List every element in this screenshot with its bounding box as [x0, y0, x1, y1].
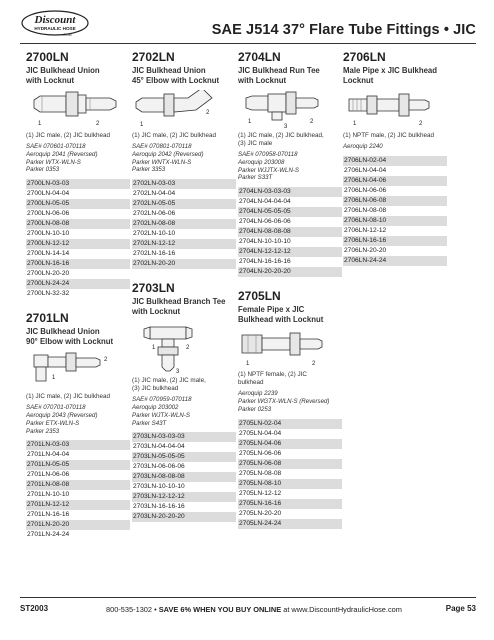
part-description: (1) JIC male, (2) JIC bulkhead	[132, 132, 216, 139]
list-item: 2705LN-16-16	[238, 499, 342, 509]
discount-hydraulic-hose-logo	[20, 8, 90, 40]
list-item: 2700LN-08-08	[26, 219, 130, 229]
part-number: 2702LN	[132, 50, 175, 64]
list-item: 2706LN-16-16	[343, 236, 447, 246]
page-number: Page 53	[445, 604, 476, 613]
list-item: 2706LN-04-04	[344, 166, 387, 174]
port-label-2: 2	[310, 119, 314, 125]
list-item: 2701LN-03-03	[26, 440, 130, 450]
desc-line: bulkhead	[238, 379, 264, 387]
part-name-line2: Locknut	[343, 76, 374, 85]
fitting-2700ln-drawing	[26, 90, 126, 130]
part-number-list	[343, 156, 447, 266]
footer-divider	[20, 597, 476, 598]
list-item: 2705LN-06-06	[239, 449, 282, 457]
part-number-list	[132, 432, 236, 522]
catalog-code: ST2003	[20, 604, 49, 613]
xref-line: Parker 2353	[26, 427, 60, 435]
port-label-3: 3	[176, 369, 180, 376]
part-2704ln	[238, 50, 342, 277]
list-item: 2703LN-20-20-20	[132, 512, 236, 522]
list-item: 2700LN-03-03	[26, 179, 130, 189]
fitting-2703ln-drawing	[132, 321, 232, 375]
part-name-line2: 90° Elbow with Locknut	[26, 337, 114, 347]
port-label-2: 2	[96, 121, 100, 127]
list-item: 2703LN-06-06-06	[133, 463, 185, 471]
list-item: 2704LN-12-12-12	[238, 247, 342, 257]
part-2705ln	[238, 289, 342, 528]
part-name-line2: Bulkhead with Locknut	[238, 315, 324, 325]
port-label-1: 1	[152, 345, 156, 352]
list-item: 2700LN-14-14	[27, 250, 70, 258]
list-item: 2705LN-08-08	[239, 469, 282, 477]
part-name-line1: JIC Bulkhead Branch Tee	[132, 297, 226, 307]
xref-line: Aeroquip 2240	[343, 143, 383, 150]
list-item: 2700LN-20-20	[27, 270, 70, 278]
list-item: 2706LN-08-10	[343, 216, 447, 226]
column-3	[238, 50, 342, 529]
part-number: 2700LN	[26, 50, 69, 64]
cross-reference	[132, 396, 236, 427]
page-title: SAE J514 37° Flare Tube Fittings • JIC	[211, 22, 476, 38]
xref-line: Aeroquip 2042 (Reversed)	[132, 150, 204, 158]
cross-reference	[238, 151, 342, 182]
list-item: 2704LN-20-20-20	[238, 267, 342, 277]
xref-line: SAE# 070601-070118	[26, 143, 86, 150]
promo-text: SAVE 6% WHEN YOU BUY ONLINE	[158, 605, 282, 614]
part-name-line1: Male Pipe x JIC Bulkhead	[343, 66, 438, 75]
list-item: 2703LN-04-04-04	[133, 443, 185, 451]
port-label-2: 2	[104, 357, 108, 364]
cross-reference	[26, 143, 130, 174]
list-item: 2705LN-04-04	[239, 429, 282, 437]
desc-line: (1) NPTF female, (2) JIC	[238, 371, 307, 379]
port-label-1: 1	[38, 121, 42, 127]
list-item: 2703LN-03-03-03	[132, 432, 236, 442]
part-number-list	[26, 440, 130, 540]
xref-line: Parker WGTX-WLN-S (Reversed)	[238, 397, 330, 405]
list-item: 2702LN-05-05	[132, 199, 236, 209]
list-item: 2703LN-08-08-08	[132, 472, 236, 482]
list-item: 2704LN-10-10-10	[239, 238, 291, 246]
part-description: (1) JIC male, (2) JIC bulkhead	[26, 132, 110, 139]
list-item: 2700LN-04-04	[27, 190, 70, 198]
website-link[interactable]: at www.DiscountHydraulicHose.com	[283, 605, 402, 614]
fitting-2702ln-drawing	[132, 90, 232, 130]
list-item: 2702LN-06-06	[133, 210, 176, 218]
part-number-list	[238, 187, 342, 277]
list-item: 2703LN-05-05-05	[132, 452, 236, 462]
xref-line: Aeroquip 2043 (Reversed)	[26, 411, 98, 419]
xref-line: Parker 0253	[238, 405, 272, 413]
list-item: 2703LN-16-16-16	[133, 503, 185, 511]
list-item: 2700LN-06-06	[27, 210, 70, 218]
list-item: 2704LN-04-04-04	[239, 198, 291, 206]
list-item: 2705LN-02-04	[238, 419, 342, 429]
list-item: 2706LN-12-12	[344, 226, 387, 234]
list-item: 2706LN-24-24	[343, 256, 447, 266]
xref-line: SAE# 070958-070118	[238, 151, 298, 158]
xref-line: Aeroquip 2239	[238, 390, 278, 398]
list-item: 2702LN-04-04	[133, 190, 176, 198]
part-number: 2704LN	[238, 50, 281, 64]
list-item: 2702LN-03-03	[132, 179, 236, 189]
part-name-line1: JIC Bulkhead Union	[26, 66, 100, 75]
port-label-1: 1	[140, 122, 144, 128]
part-name-line1: JIC Bulkhead Run Tee	[238, 66, 320, 75]
part-2700ln	[26, 50, 130, 299]
part-name-line2: 45° Elbow with Locknut	[132, 76, 220, 85]
desc-line: (3) JIC male	[238, 140, 273, 147]
list-item: 2706LN-08-08	[344, 206, 387, 214]
part-2703ln	[132, 281, 236, 522]
part-description	[238, 132, 342, 148]
port-label-3: 3	[284, 124, 288, 130]
xref-line: Parker S43T	[132, 419, 167, 427]
part-description	[238, 371, 342, 387]
port-label-1: 1	[353, 121, 357, 127]
list-item: 2701LN-05-05	[26, 460, 130, 470]
list-item: 2701LN-06-06	[27, 471, 70, 479]
list-item: 2700LN-16-16	[26, 259, 130, 269]
port-label-2: 2	[312, 361, 316, 368]
list-item: 2706LN-20-20	[344, 246, 387, 254]
part-number-list	[132, 179, 236, 269]
xref-line: Parker WJJTX-WLN-S	[238, 166, 299, 174]
list-item: 2700LN-12-12	[26, 239, 130, 249]
part-name-line2: with Locknut	[26, 76, 75, 85]
port-label-1: 1	[246, 361, 250, 368]
xref-line: SAE# 070801-070118	[132, 143, 192, 150]
part-description	[132, 377, 236, 393]
xref-line: Parker S33T	[238, 174, 273, 182]
list-item: 2704LN-05-05-05	[238, 207, 342, 217]
column-1	[26, 50, 130, 540]
column-2	[132, 50, 236, 522]
part-2706ln	[343, 50, 447, 266]
list-item: 2706LN-06-06	[344, 186, 387, 194]
xref-line: SAE# 070701-070118	[26, 404, 86, 412]
xref-line: Parker 0353	[26, 166, 60, 174]
xref-line: SAE# 070959-070118	[132, 396, 192, 404]
list-item: 2702LN-08-08	[132, 219, 236, 229]
list-item: 2705LN-04-06	[238, 439, 342, 449]
column-4	[343, 50, 447, 266]
xref-line: Parker 3353	[132, 166, 166, 174]
list-item: 2706LN-02-04	[343, 156, 447, 166]
list-item: 2705LN-12-12	[239, 489, 282, 497]
desc-line: (1) JIC male, (2) JIC bulkhead,	[238, 132, 324, 139]
list-item: 2703LN-12-12-12	[132, 492, 236, 502]
xref-line: Aeroquip 203008	[238, 158, 285, 166]
list-item: 2702LN-16-16	[133, 250, 176, 258]
list-item: 2703LN-10-10-10	[133, 483, 185, 491]
list-item: 2701LN-08-08	[26, 480, 130, 490]
list-item: 2704LN-16-16-16	[239, 258, 291, 266]
list-item: 2705LN-24-24	[238, 519, 342, 529]
xref-line: Parker ETX-WLN-S	[26, 419, 80, 427]
desc-line: (3) JIC bulkhead	[132, 385, 179, 393]
phone-number: 800-535-1302	[106, 605, 153, 614]
list-item: 2701LN-24-24	[27, 531, 70, 539]
port-label-1: 1	[52, 375, 56, 382]
logo-text-com: .COM	[62, 33, 72, 37]
list-item: 2704LN-03-03-03	[238, 187, 342, 197]
part-number: 2701LN	[26, 311, 69, 326]
xref-line: Parker WNTX-WLN-S	[132, 158, 192, 166]
part-number-list	[238, 419, 342, 529]
list-item: 2701LN-10-10	[27, 491, 70, 499]
part-number: 2703LN	[132, 281, 175, 296]
list-item: 2700LN-32-32	[27, 290, 70, 298]
part-name-line1: Female Pipe x JIC	[238, 305, 305, 315]
part-name-line1: JIC Bulkhead Union	[26, 327, 100, 337]
xref-line: Aeroquip 203002	[132, 403, 179, 411]
header-divider	[20, 43, 476, 44]
fitting-2706ln-drawing	[343, 90, 443, 130]
logo-text-sub: HYDRAULIC HOSE	[34, 26, 76, 31]
part-number: 2705LN	[238, 289, 281, 304]
page-footer	[20, 604, 476, 618]
part-description: (1) NPTF male, (2) JIC bulkhead	[343, 132, 434, 139]
part-number-list	[26, 179, 130, 299]
fitting-2705ln-drawing	[238, 329, 338, 369]
port-label-2: 2	[419, 121, 423, 127]
part-2701ln	[26, 311, 130, 540]
cross-reference	[238, 390, 342, 413]
list-item: 2701LN-20-20	[26, 520, 130, 530]
list-item: 2704LN-06-06-06	[239, 218, 291, 226]
footer-contact	[106, 605, 402, 614]
fitting-2701ln-drawing	[26, 351, 126, 391]
list-item: 2704LN-08-08-08	[238, 227, 342, 237]
part-description: (1) JIC male, (2) JIC bulkhead	[26, 393, 110, 401]
list-item: 2701LN-04-04	[27, 451, 70, 459]
logo-text-main: Discount	[34, 14, 76, 26]
list-item: 2702LN-12-12	[132, 239, 236, 249]
list-item: 2706LN-06-08	[343, 196, 447, 206]
cross-reference	[343, 143, 447, 151]
part-name-line2: with Locknut	[132, 307, 181, 317]
part-name-line2: with Locknut	[238, 76, 287, 85]
fitting-2704ln-drawing	[238, 90, 338, 130]
list-item: 2705LN-20-20	[239, 509, 282, 517]
xref-line: Aeroquip 2041 (Reversed)	[26, 150, 98, 158]
list-item: 2700LN-24-24	[26, 279, 130, 289]
list-item: 2705LN-06-08	[238, 459, 342, 469]
port-label-1: 1	[248, 119, 252, 125]
list-item: 2705LN-08-10	[238, 479, 342, 489]
xref-line: Parker WTX-WLN-S	[26, 158, 81, 166]
page-header	[20, 8, 476, 42]
port-label-2: 2	[186, 345, 190, 352]
list-item: 2706LN-04-06	[343, 176, 447, 186]
list-item: 2700LN-05-05	[26, 199, 130, 209]
list-item: 2702LN-20-20	[132, 259, 236, 269]
cross-reference	[132, 143, 236, 174]
separator: •	[154, 605, 157, 614]
part-name-line1: JIC Bulkhead Union	[132, 66, 206, 75]
list-item: 2701LN-12-12	[26, 500, 130, 510]
part-number: 2706LN	[343, 50, 386, 64]
part-2702ln	[132, 50, 236, 269]
list-item: 2701LN-16-16	[27, 511, 70, 519]
cross-reference	[26, 404, 130, 435]
desc-line: (1) JIC male, (2) JIC male,	[132, 377, 206, 385]
list-item: 2700LN-10-10	[27, 230, 70, 238]
port-label-2: 2	[206, 110, 210, 116]
xref-line: Parker WJTX-WLN-S	[132, 411, 190, 419]
list-item: 2702LN-10-10	[133, 230, 176, 238]
